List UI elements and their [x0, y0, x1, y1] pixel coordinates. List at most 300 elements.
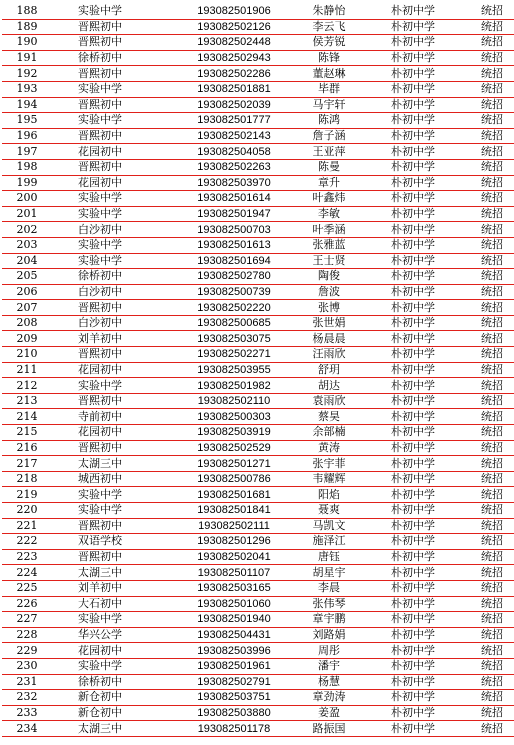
- origin-school-cell: 刘羊初中: [52, 331, 174, 347]
- admitting-school-cell: 朴初中学: [364, 409, 460, 425]
- student-name-cell: 李晨: [292, 580, 364, 596]
- admission-type-cell: 统招: [460, 596, 514, 612]
- admission-type-cell: 统招: [460, 378, 514, 394]
- table-row: [2, 50, 514, 66]
- student-name-cell: 唐钰: [292, 549, 364, 565]
- student-name-cell: 路振国: [292, 721, 364, 737]
- student-name-cell: 陶俊: [292, 269, 364, 285]
- origin-school-cell: 晋熙初中: [52, 440, 174, 456]
- student-name-cell: 侯芳锐: [292, 35, 364, 51]
- row-number-cell: 201: [2, 206, 52, 222]
- admission-type-cell: 统招: [460, 565, 514, 581]
- exam-id-cell: 193082502220: [174, 300, 292, 316]
- admitting-school-cell: 朴初中学: [364, 690, 460, 706]
- row-number-cell: 205: [2, 269, 52, 285]
- student-name-cell: 胡达: [292, 378, 364, 394]
- exam-id-cell: 193082500786: [174, 471, 292, 487]
- admission-type-cell: 统招: [460, 534, 514, 550]
- exam-id-cell: 193082502041: [174, 549, 292, 565]
- row-number-cell: 211: [2, 362, 52, 378]
- row-number-cell: 206: [2, 284, 52, 300]
- row-number-cell: 220: [2, 503, 52, 519]
- admitting-school-cell: 朴初中学: [364, 393, 460, 409]
- admitting-school-cell: 朴初中学: [364, 269, 460, 285]
- student-name-cell: 姜盈: [292, 705, 364, 721]
- student-name-cell: 陈锋: [292, 50, 364, 66]
- row-number-cell: 218: [2, 471, 52, 487]
- origin-school-cell: 晋熙初中: [52, 549, 174, 565]
- origin-school-cell: 华兴公学: [52, 627, 174, 643]
- table-row: [2, 627, 514, 643]
- row-number-cell: 223: [2, 549, 52, 565]
- origin-school-cell: 城西初中: [52, 471, 174, 487]
- exam-id-cell: 193082501777: [174, 113, 292, 129]
- table-row: [2, 284, 514, 300]
- row-number-cell: 231: [2, 674, 52, 690]
- row-number-cell: 190: [2, 35, 52, 51]
- exam-id-cell: 193082501296: [174, 534, 292, 550]
- exam-id-cell: 193082501947: [174, 206, 292, 222]
- origin-school-cell: 实验中学: [52, 81, 174, 97]
- student-name-cell: 张伟琴: [292, 596, 364, 612]
- student-name-cell: 蔡昊: [292, 409, 364, 425]
- origin-school-cell: 白沙初中: [52, 315, 174, 331]
- admitting-school-cell: 朴初中学: [364, 674, 460, 690]
- admission-type-cell: 统招: [460, 690, 514, 706]
- origin-school-cell: 实验中学: [52, 487, 174, 503]
- exam-id-cell: 193082503751: [174, 690, 292, 706]
- admission-type-cell: 统招: [460, 456, 514, 472]
- table-row: [2, 175, 514, 191]
- admitting-school-cell: 朴初中学: [364, 50, 460, 66]
- origin-school-cell: 花园初中: [52, 144, 174, 160]
- admitting-school-cell: 朴初中学: [364, 331, 460, 347]
- row-number-cell: 199: [2, 175, 52, 191]
- admission-type-cell: 统招: [460, 206, 514, 222]
- origin-school-cell: 徐桥初中: [52, 269, 174, 285]
- admitting-school-cell: 朴初中学: [364, 549, 460, 565]
- origin-school-cell: 双语学校: [52, 534, 174, 550]
- admitting-school-cell: 朴初中学: [364, 580, 460, 596]
- student-name-cell: 朱静怡: [292, 4, 364, 19]
- table-row: [2, 674, 514, 690]
- student-name-cell: 董赵琳: [292, 66, 364, 82]
- row-number-cell: 217: [2, 456, 52, 472]
- exam-id-cell: 193082501841: [174, 503, 292, 519]
- exam-id-cell: 193082503880: [174, 705, 292, 721]
- admission-type-cell: 统招: [460, 347, 514, 363]
- origin-school-cell: 实验中学: [52, 237, 174, 253]
- table-row: [2, 331, 514, 347]
- table-row: [2, 66, 514, 82]
- row-number-cell: 192: [2, 66, 52, 82]
- origin-school-cell: 实验中学: [52, 113, 174, 129]
- row-number-cell: 207: [2, 300, 52, 316]
- exam-id-cell: 193082502286: [174, 66, 292, 82]
- admission-type-cell: 统招: [460, 4, 514, 19]
- student-name-cell: 叶季涵: [292, 222, 364, 238]
- admission-type-cell: 统招: [460, 409, 514, 425]
- exam-id-cell: 193082501961: [174, 658, 292, 674]
- origin-school-cell: 实验中学: [52, 503, 174, 519]
- origin-school-cell: 太湖三中: [52, 565, 174, 581]
- origin-school-cell: 花园初中: [52, 425, 174, 441]
- row-number-cell: 200: [2, 191, 52, 207]
- row-number-cell: 189: [2, 19, 52, 35]
- origin-school-cell: 新仓初中: [52, 705, 174, 721]
- table-row: [2, 269, 514, 285]
- admitting-school-cell: 朴初中学: [364, 721, 460, 737]
- origin-school-cell: 实验中学: [52, 658, 174, 674]
- student-name-cell: 余部楠: [292, 425, 364, 441]
- origin-school-cell: 白沙初中: [52, 222, 174, 238]
- row-number-cell: 234: [2, 721, 52, 737]
- admission-type-cell: 统招: [460, 222, 514, 238]
- admitting-school-cell: 朴初中学: [364, 206, 460, 222]
- student-name-cell: 毕群: [292, 81, 364, 97]
- row-number-cell: 214: [2, 409, 52, 425]
- admitting-school-cell: 朴初中学: [364, 300, 460, 316]
- row-number-cell: 191: [2, 50, 52, 66]
- exam-id-cell: 193082500685: [174, 315, 292, 331]
- row-number-cell: 188: [2, 4, 52, 19]
- table-row: [2, 487, 514, 503]
- origin-school-cell: 实验中学: [52, 4, 174, 19]
- student-name-cell: 李云飞: [292, 19, 364, 35]
- origin-school-cell: 徐桥初中: [52, 50, 174, 66]
- student-name-cell: 王士贤: [292, 253, 364, 269]
- student-name-cell: 聂爽: [292, 503, 364, 519]
- admission-type-cell: 统招: [460, 128, 514, 144]
- admission-type-cell: 统招: [460, 518, 514, 534]
- table-row: [2, 362, 514, 378]
- exam-id-cell: 193082501982: [174, 378, 292, 394]
- exam-id-cell: 193082500303: [174, 409, 292, 425]
- admitting-school-cell: 朴初中学: [364, 705, 460, 721]
- exam-id-cell: 193082502263: [174, 159, 292, 175]
- admission-type-cell: 统招: [460, 315, 514, 331]
- table-row: [2, 658, 514, 674]
- table-row: [2, 393, 514, 409]
- exam-id-cell: 193082501681: [174, 487, 292, 503]
- origin-school-cell: 晋熙初中: [52, 35, 174, 51]
- origin-school-cell: 晋熙初中: [52, 66, 174, 82]
- admission-type-cell: 统招: [460, 237, 514, 253]
- student-name-cell: 杨慧: [292, 674, 364, 690]
- exam-id-cell: 193082502110: [174, 393, 292, 409]
- exam-id-cell: 193082504058: [174, 144, 292, 160]
- student-name-cell: 张博: [292, 300, 364, 316]
- exam-id-cell: 193082502780: [174, 269, 292, 285]
- origin-school-cell: 晋熙初中: [52, 300, 174, 316]
- row-number-cell: 224: [2, 565, 52, 581]
- exam-id-cell: 193082503075: [174, 331, 292, 347]
- admitting-school-cell: 朴初中学: [364, 237, 460, 253]
- student-name-cell: 刘路娟: [292, 627, 364, 643]
- admission-type-cell: 统招: [460, 66, 514, 82]
- student-name-cell: 叶鑫炜: [292, 191, 364, 207]
- row-number-cell: 203: [2, 237, 52, 253]
- table-row: [2, 471, 514, 487]
- student-name-cell: 章劲涛: [292, 690, 364, 706]
- student-name-cell: 周彤: [292, 643, 364, 659]
- origin-school-cell: 晋熙初中: [52, 128, 174, 144]
- admitting-school-cell: 朴初中学: [364, 534, 460, 550]
- table-row: [2, 4, 514, 19]
- table-row: [2, 705, 514, 721]
- table-row: [2, 128, 514, 144]
- origin-school-cell: 太湖三中: [52, 456, 174, 472]
- table-row: [2, 113, 514, 129]
- admission-type-cell: 统招: [460, 580, 514, 596]
- exam-id-cell: 193082503955: [174, 362, 292, 378]
- student-name-cell: 詹子涵: [292, 128, 364, 144]
- row-number-cell: 198: [2, 159, 52, 175]
- row-number-cell: 229: [2, 643, 52, 659]
- admitting-school-cell: 朴初中学: [364, 113, 460, 129]
- row-number-cell: 228: [2, 627, 52, 643]
- admitting-school-cell: 朴初中学: [364, 456, 460, 472]
- origin-school-cell: 花园初中: [52, 643, 174, 659]
- exam-id-cell: 193082502126: [174, 19, 292, 35]
- exam-id-cell: 193082500703: [174, 222, 292, 238]
- student-name-cell: 施泽江: [292, 534, 364, 550]
- origin-school-cell: 白沙初中: [52, 284, 174, 300]
- table-row: [2, 222, 514, 238]
- origin-school-cell: 太湖三中: [52, 721, 174, 737]
- admission-type-cell: 统招: [460, 35, 514, 51]
- table-row: [2, 534, 514, 550]
- exam-id-cell: 193082501107: [174, 565, 292, 581]
- admitting-school-cell: 朴初中学: [364, 97, 460, 113]
- admitting-school-cell: 朴初中学: [364, 471, 460, 487]
- student-name-cell: 袁雨欣: [292, 393, 364, 409]
- origin-school-cell: 实验中学: [52, 191, 174, 207]
- row-number-cell: 233: [2, 705, 52, 721]
- admission-type-cell: 统招: [460, 97, 514, 113]
- admission-type-cell: 统招: [460, 50, 514, 66]
- table-row: [2, 19, 514, 35]
- student-name-cell: 李敏: [292, 206, 364, 222]
- student-name-cell: 阳焰: [292, 487, 364, 503]
- origin-school-cell: 实验中学: [52, 612, 174, 628]
- admission-type-cell: 统招: [460, 487, 514, 503]
- admission-type-cell: 统招: [460, 658, 514, 674]
- admitting-school-cell: 朴初中学: [364, 66, 460, 82]
- exam-id-cell: 193082502143: [174, 128, 292, 144]
- row-number-cell: 209: [2, 331, 52, 347]
- admission-type-cell: 统招: [460, 721, 514, 737]
- table-row: [2, 97, 514, 113]
- admission-type-cell: 统招: [460, 627, 514, 643]
- origin-school-cell: 寺前初中: [52, 409, 174, 425]
- table-row: [2, 425, 514, 441]
- origin-school-cell: 花园初中: [52, 362, 174, 378]
- admission-type-cell: 统招: [460, 393, 514, 409]
- row-number-cell: 204: [2, 253, 52, 269]
- admitting-school-cell: 朴初中学: [364, 503, 460, 519]
- origin-school-cell: 刘羊初中: [52, 580, 174, 596]
- student-name-cell: 马凯文: [292, 518, 364, 534]
- row-number-cell: 227: [2, 612, 52, 628]
- row-number-cell: 193: [2, 81, 52, 97]
- table-row: [2, 237, 514, 253]
- student-name-cell: 张宇菲: [292, 456, 364, 472]
- exam-id-cell: 193082500739: [174, 284, 292, 300]
- origin-school-cell: 晋熙初中: [52, 159, 174, 175]
- table-body: [2, 4, 514, 736]
- row-number-cell: 196: [2, 128, 52, 144]
- admitting-school-cell: 朴初中学: [364, 175, 460, 191]
- exam-id-cell: 193082503919: [174, 425, 292, 441]
- table-row: [2, 690, 514, 706]
- student-name-cell: 韦耀辉: [292, 471, 364, 487]
- row-number-cell: 221: [2, 518, 52, 534]
- admission-type-cell: 统招: [460, 674, 514, 690]
- admission-type-cell: 统招: [460, 425, 514, 441]
- row-number-cell: 197: [2, 144, 52, 160]
- origin-school-cell: 实验中学: [52, 206, 174, 222]
- student-name-cell: 黄涛: [292, 440, 364, 456]
- student-name-cell: 舒玥: [292, 362, 364, 378]
- admission-type-cell: 统招: [460, 144, 514, 160]
- admitting-school-cell: 朴初中学: [364, 362, 460, 378]
- table-row: [2, 721, 514, 737]
- table-row: [2, 347, 514, 363]
- row-number-cell: 219: [2, 487, 52, 503]
- row-number-cell: 194: [2, 97, 52, 113]
- admission-type-cell: 统招: [460, 269, 514, 285]
- student-name-cell: 马宇轩: [292, 97, 364, 113]
- row-number-cell: 230: [2, 658, 52, 674]
- student-name-cell: 胡星宇: [292, 565, 364, 581]
- admission-type-cell: 统招: [460, 331, 514, 347]
- admitting-school-cell: 朴初中学: [364, 596, 460, 612]
- row-number-cell: 215: [2, 425, 52, 441]
- student-name-cell: 章宇鹏: [292, 612, 364, 628]
- admission-type-cell: 统招: [460, 19, 514, 35]
- table-row: [2, 580, 514, 596]
- exam-id-cell: 193082502111: [174, 518, 292, 534]
- exam-id-cell: 193082501271: [174, 456, 292, 472]
- exam-id-cell: 193082501613: [174, 237, 292, 253]
- row-number-cell: 232: [2, 690, 52, 706]
- origin-school-cell: 晋熙初中: [52, 19, 174, 35]
- row-number-cell: 216: [2, 440, 52, 456]
- row-number-cell: 213: [2, 393, 52, 409]
- admitting-school-cell: 朴初中学: [364, 284, 460, 300]
- admitting-school-cell: 朴初中学: [364, 627, 460, 643]
- admission-type-cell: 统招: [460, 471, 514, 487]
- origin-school-cell: 花园初中: [52, 175, 174, 191]
- admitting-school-cell: 朴初中学: [364, 425, 460, 441]
- admission-type-cell: 统招: [460, 549, 514, 565]
- origin-school-cell: 大石初中: [52, 596, 174, 612]
- exam-id-cell: 193082504431: [174, 627, 292, 643]
- admission-type-cell: 统招: [460, 253, 514, 269]
- origin-school-cell: 晋熙初中: [52, 97, 174, 113]
- student-name-cell: 陈鸿: [292, 113, 364, 129]
- exam-id-cell: 193082501614: [174, 191, 292, 207]
- admitting-school-cell: 朴初中学: [364, 19, 460, 35]
- admission-type-cell: 统招: [460, 440, 514, 456]
- admission-type-cell: 统招: [460, 81, 514, 97]
- table-row: [2, 191, 514, 207]
- exam-id-cell: 193082501940: [174, 612, 292, 628]
- admitting-school-cell: 朴初中学: [364, 315, 460, 331]
- exam-id-cell: 193082502271: [174, 347, 292, 363]
- admitting-school-cell: 朴初中学: [364, 658, 460, 674]
- table-row: [2, 206, 514, 222]
- admission-type-cell: 统招: [460, 612, 514, 628]
- admitting-school-cell: 朴初中学: [364, 144, 460, 160]
- student-name-cell: 潘宇: [292, 658, 364, 674]
- student-name-cell: 陈曼: [292, 159, 364, 175]
- exam-id-cell: 193082503996: [174, 643, 292, 659]
- admission-type-cell: 统招: [460, 300, 514, 316]
- student-name-cell: 汪雨欣: [292, 347, 364, 363]
- exam-id-cell: 193082501694: [174, 253, 292, 269]
- admitting-school-cell: 朴初中学: [364, 159, 460, 175]
- admission-table: [2, 4, 514, 737]
- admission-type-cell: 统招: [460, 175, 514, 191]
- table-row: [2, 253, 514, 269]
- row-number-cell: 202: [2, 222, 52, 238]
- admitting-school-cell: 朴初中学: [364, 4, 460, 19]
- admitting-school-cell: 朴初中学: [364, 253, 460, 269]
- admission-type-cell: 统招: [460, 643, 514, 659]
- table-row: [2, 300, 514, 316]
- row-number-cell: 225: [2, 580, 52, 596]
- admitting-school-cell: 朴初中学: [364, 518, 460, 534]
- table-row: [2, 409, 514, 425]
- row-number-cell: 212: [2, 378, 52, 394]
- origin-school-cell: 实验中学: [52, 253, 174, 269]
- admitting-school-cell: 朴初中学: [364, 612, 460, 628]
- admitting-school-cell: 朴初中学: [364, 191, 460, 207]
- origin-school-cell: 新仓初中: [52, 690, 174, 706]
- table-row: [2, 378, 514, 394]
- exam-id-cell: 193082502448: [174, 35, 292, 51]
- row-number-cell: 226: [2, 596, 52, 612]
- exam-id-cell: 193082502039: [174, 97, 292, 113]
- exam-id-cell: 193082501906: [174, 4, 292, 19]
- table-row: [2, 81, 514, 97]
- student-name-cell: 王亚萍: [292, 144, 364, 160]
- exam-id-cell: 193082502791: [174, 674, 292, 690]
- admitting-school-cell: 朴初中学: [364, 643, 460, 659]
- table-row: [2, 503, 514, 519]
- exam-id-cell: 193082501178: [174, 721, 292, 737]
- table-row: [2, 315, 514, 331]
- admission-type-cell: 统招: [460, 503, 514, 519]
- table-row: [2, 144, 514, 160]
- admitting-school-cell: 朴初中学: [364, 81, 460, 97]
- admitting-school-cell: 朴初中学: [364, 347, 460, 363]
- student-name-cell: 杨晨晨: [292, 331, 364, 347]
- exam-id-cell: 193082502529: [174, 440, 292, 456]
- student-name-cell: 詹波: [292, 284, 364, 300]
- origin-school-cell: 徐桥初中: [52, 674, 174, 690]
- table-row: [2, 612, 514, 628]
- table-row: [2, 596, 514, 612]
- exam-id-cell: 193082501060: [174, 596, 292, 612]
- admission-type-cell: 统招: [460, 362, 514, 378]
- row-number-cell: 210: [2, 347, 52, 363]
- table-row: [2, 35, 514, 51]
- admitting-school-cell: 朴初中学: [364, 128, 460, 144]
- table-row: [2, 549, 514, 565]
